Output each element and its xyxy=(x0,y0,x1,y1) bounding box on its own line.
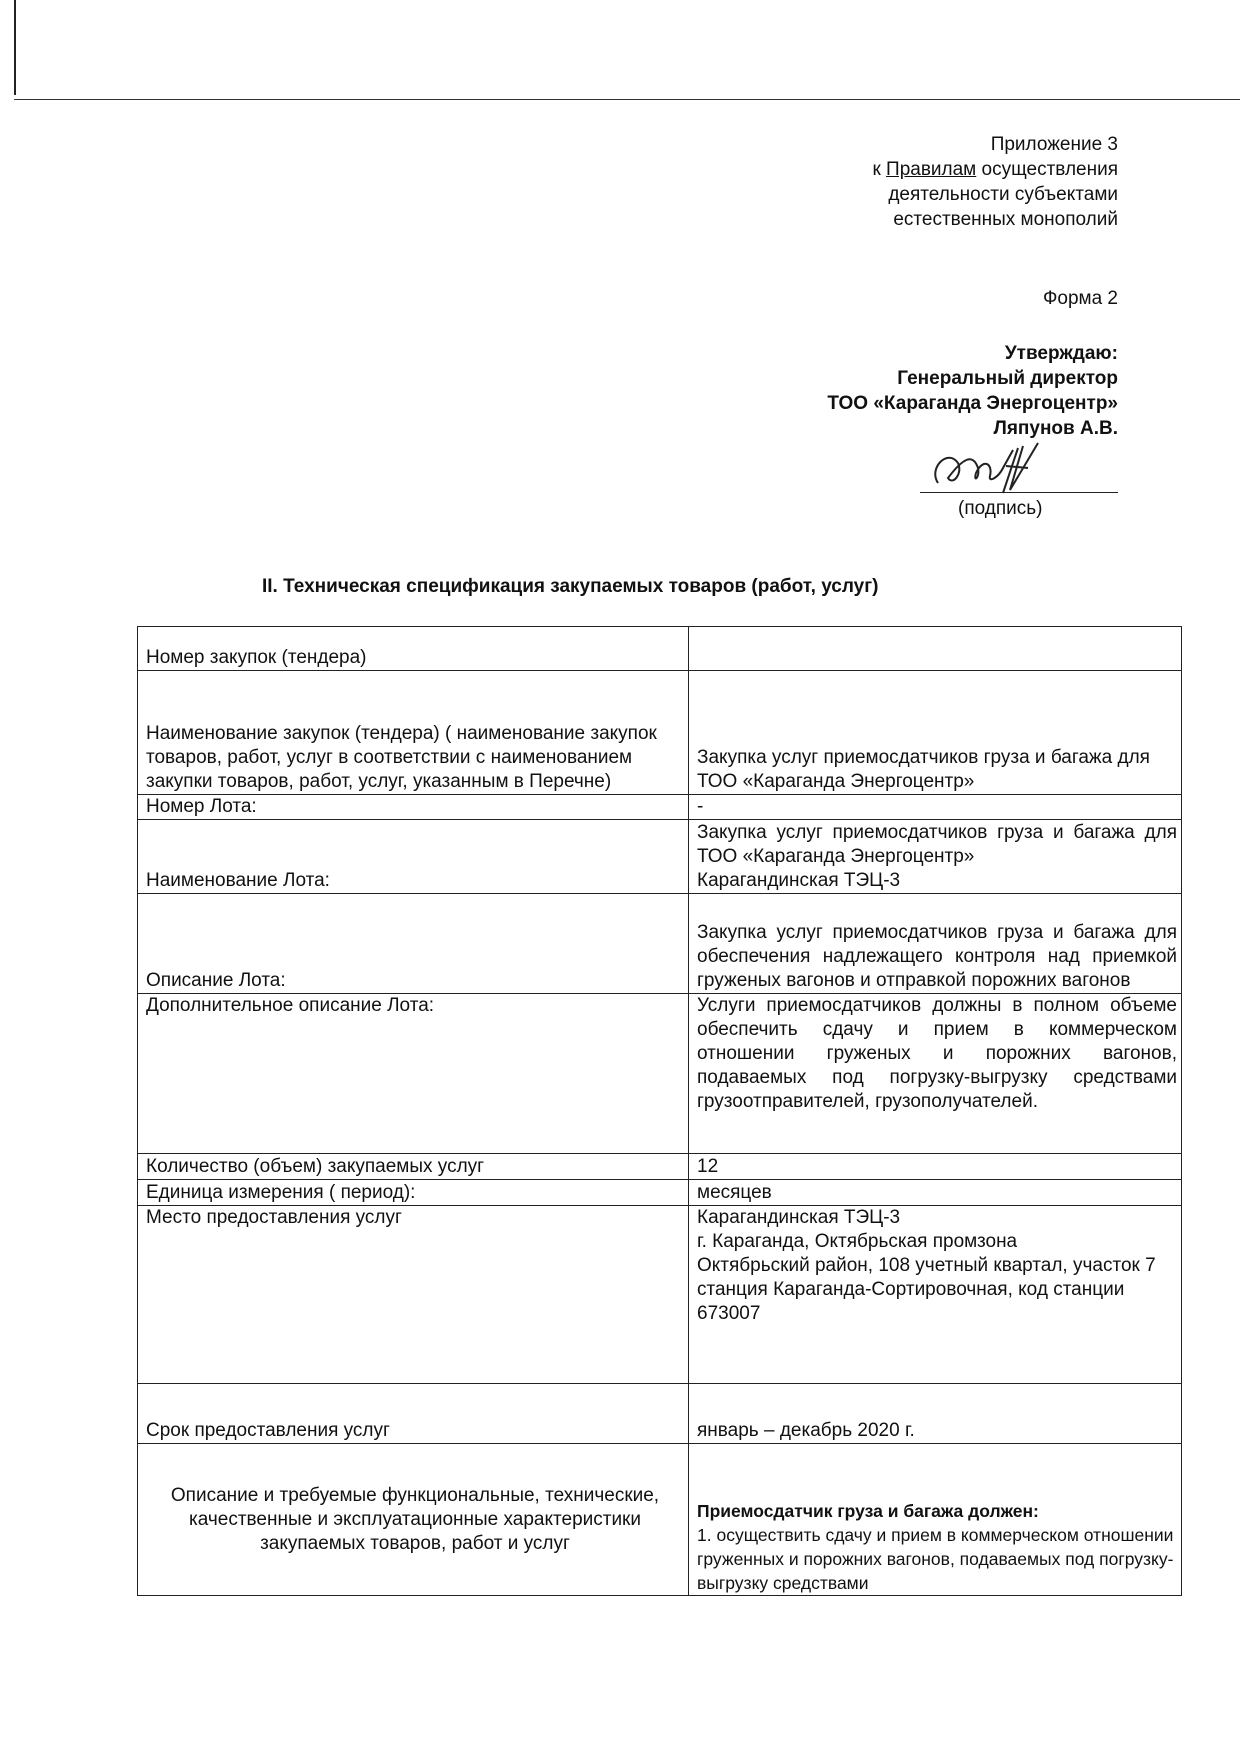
requirements-label: Описание и требуемые функциональные, технические, качественные и эксплуатационные характеристики закупаемых товаров, работ и услуг xyxy=(138,1444,689,1596)
appendix-prefix: к xyxy=(872,159,887,180)
lot-number-label: Номер Лота: xyxy=(138,795,689,820)
location-line-2: г. Караганда, Октябрьская промзона xyxy=(697,1231,1018,1252)
table-row xyxy=(138,894,1182,994)
table-row xyxy=(138,627,1182,671)
appendix-line-3: деятельности субъектами xyxy=(888,184,1118,205)
approval-line-3: ТОО «Караганда Энергоцентр» xyxy=(827,393,1118,414)
purchase-name-label: Наименование закупок (тендера) ( наименование закупок товаров, работ, услуг в соответствии с наименованием закупки товаров, работ, услуг, указанным в Перечне) xyxy=(138,671,689,795)
lot-number-value: - xyxy=(689,795,1182,820)
table-row xyxy=(138,671,1182,795)
lot-name-line-2: Карагандинская ТЭЦ-3 xyxy=(697,870,901,891)
approval-block xyxy=(827,341,1118,441)
location-line-4: станция Караганда-Сортировочная, код станции 673007 xyxy=(697,1279,1125,1324)
table-row xyxy=(138,1206,1182,1384)
table-row xyxy=(138,1384,1182,1444)
lot-name-value xyxy=(689,820,1182,894)
table-row xyxy=(138,1154,1182,1180)
appendix-line-2 xyxy=(872,157,1118,182)
lot-name-line-1: Закупка услуг приемосдатчиков груза и багажа для ТОО «Караганда Энергоцентр» xyxy=(697,822,1177,867)
unit-label: Единица измерения ( период): xyxy=(138,1180,689,1206)
location-line-3: Октябрьский район, 108 учетный квартал, участок 7 xyxy=(697,1255,1156,1276)
lot-name-label: Наименование Лота: xyxy=(138,820,689,894)
quantity-value: 12 xyxy=(689,1154,1182,1180)
requirements-heading: Приемосдатчик груза и багажа должен: xyxy=(697,1501,1039,1521)
table-row xyxy=(138,1180,1182,1206)
service-period-label: Срок предоставления услуг xyxy=(138,1384,689,1444)
signature-line xyxy=(920,492,1118,493)
unit-value: месяцев xyxy=(689,1180,1182,1206)
service-location-value xyxy=(689,1206,1182,1384)
quantity-label: Количество (объем) закупаемых услуг xyxy=(138,1154,689,1180)
lot-extra-description-value: Услуги приемосдатчиков должны в полном объеме обеспечить сдачу и прием в коммерческом отношении груженых и порожних вагонов, подаваемых под погрузку-выгрузку средствами грузоотправителей, грузополучателей. xyxy=(689,994,1182,1154)
scan-edge-mark xyxy=(14,0,16,95)
location-line-1: Карагандинская ТЭЦ-3 xyxy=(697,1207,901,1228)
appendix-header xyxy=(872,132,1118,232)
purchase-name-value: Закупка услуг приемосдатчиков груза и багажа для ТОО «Караганда Энергоцентр» xyxy=(689,671,1182,795)
table-row xyxy=(138,994,1182,1154)
lot-description-label: Описание Лота: xyxy=(138,894,689,994)
requirements-text: 1. осуществить сдачу и прием в коммерческом отношении груженных и порожних вагонов, подаваемых под погрузку-выгрузку средствами xyxy=(697,1525,1174,1593)
section-title: II. Техническая спецификация закупаемых товаров (работ, услуг) xyxy=(262,576,879,597)
specification-table xyxy=(137,626,1182,1596)
table-row xyxy=(138,820,1182,894)
handwritten-signature xyxy=(918,438,1118,498)
scan-edge-line xyxy=(14,99,1240,100)
signature-caption: (подпись) xyxy=(958,498,1043,519)
service-location-label: Место предоставления услуг xyxy=(138,1206,689,1384)
appendix-line-1: Приложение 3 xyxy=(990,134,1118,155)
approval-line-1: Утверждаю: xyxy=(1004,343,1118,364)
approval-line-4: Ляпунов А.В. xyxy=(993,418,1118,439)
rules-link: Правилам xyxy=(886,159,977,180)
table-row xyxy=(138,795,1182,820)
purchase-number-label: Номер закупок (тендера) xyxy=(138,627,689,671)
requirements-value xyxy=(689,1444,1182,1596)
lot-extra-description-label: Дополнительное описание Лота: xyxy=(138,994,689,1154)
appendix-suffix: осуществления xyxy=(976,159,1118,180)
service-period-value: январь – декабрь 2020 г. xyxy=(689,1384,1182,1444)
lot-description-value: Закупка услуг приемосдатчиков груза и багажа для обеспечения надлежащего контроля над приемкой груженых вагонов и отправкой порожних вагонов xyxy=(689,894,1182,994)
table-row xyxy=(138,1444,1182,1596)
purchase-number-value xyxy=(689,627,1182,671)
appendix-line-4: естественных монополий xyxy=(893,209,1118,230)
form-number: Форма 2 xyxy=(1042,288,1118,309)
approval-line-2: Генеральный директор xyxy=(897,368,1118,389)
